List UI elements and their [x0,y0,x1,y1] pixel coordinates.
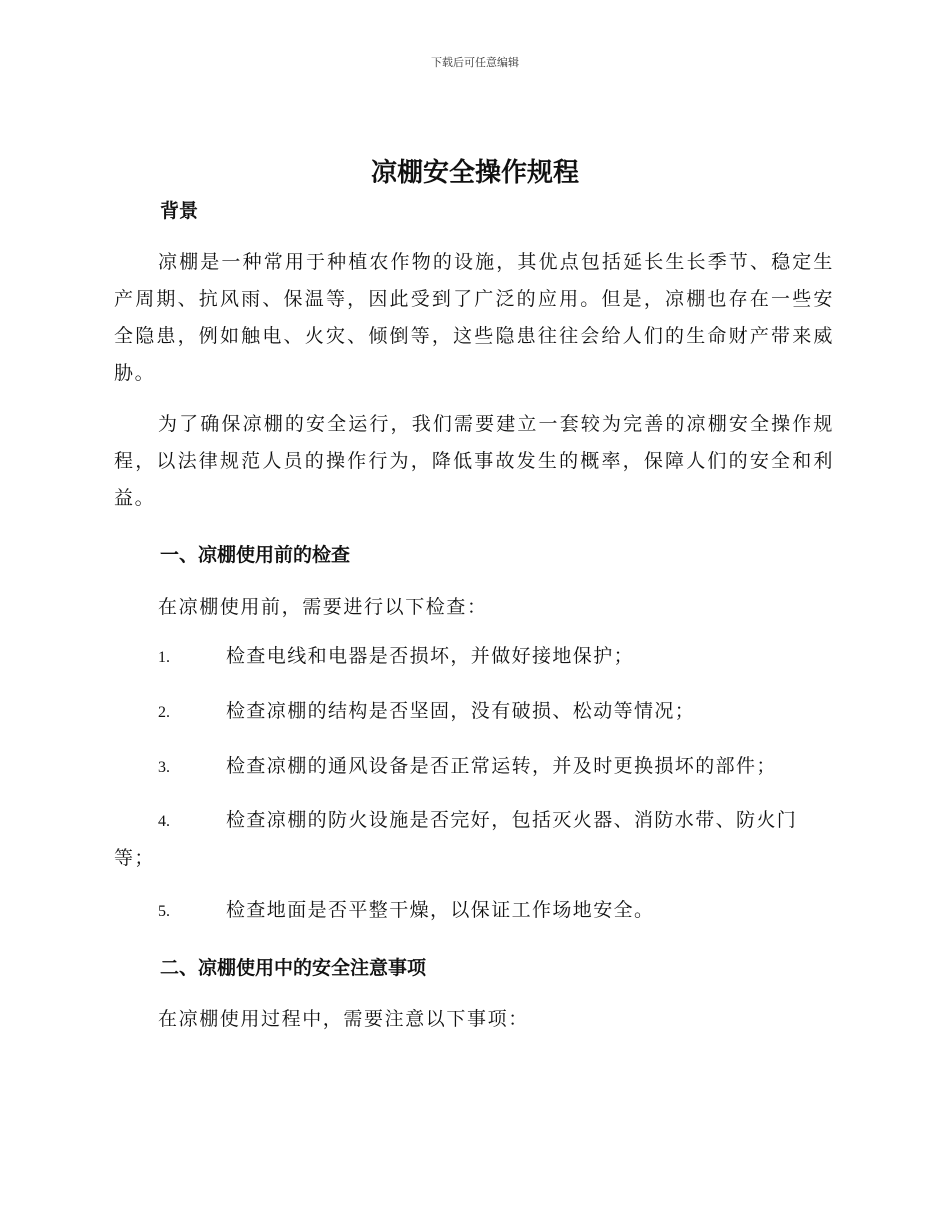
list-item-text: 检查凉棚的通风设备是否正常运转，并及时更换损坏的部件； [226,755,777,777]
document-title: 凉棚安全操作规程 [370,158,579,188]
list-item [114,748,834,786]
section-2-intro: 在凉棚使用过程中，需要注意以下事项： [158,1008,529,1030]
paragraph-2: 为了确保凉棚的安全运行，我们需要建立一套较为完善的凉棚安全操作规程，以法律规范人员的操作行为，降低事故发生的概率，保障人们的安全和利益。 [114,413,834,509]
list-item [114,892,834,930]
list-item [114,693,834,731]
section-1-intro: 在凉棚使用前，需要进行以下检查： [158,596,488,618]
page-header-note: 下载后可任意编辑 [431,56,519,69]
paragraph-1: 凉棚是一种常用于种植农作物的设施，其优点包括延长生长季节、稳定生产周期、抗风雨、保温等，因此受到了广泛的应用。但是，凉棚也存在一些安全隐患，例如触电、火灾、倾倒等，这些隐患往往会给人们的生命财产带来威胁。 [114,251,834,384]
list-item [114,802,834,877]
list-item-number: 3. [158,759,170,776]
list-item-text: 检查凉棚的防火设施是否完好，包括灭火器、消防水带、防火门等； [114,809,798,869]
section-1-heading: 一、凉棚使用前的检查 [160,544,351,566]
list-item-number: 1. [158,649,170,666]
list-item-number: 4. [158,813,170,830]
section-2-heading: 二、凉棚使用中的安全注意事项 [160,957,427,979]
list-item [114,638,834,676]
list-item-number: 5. [158,903,170,920]
list-item-number: 2. [158,704,170,721]
list-item-text: 检查凉棚的结构是否坚固，没有破损、松动等情况； [226,700,696,722]
list-item-text: 检查电线和电器是否损坏，并做好接地保护； [226,645,635,667]
list-item-text: 检查地面是否平整干燥，以保证工作场地安全。 [226,899,655,921]
background-heading: 背景 [160,200,199,222]
